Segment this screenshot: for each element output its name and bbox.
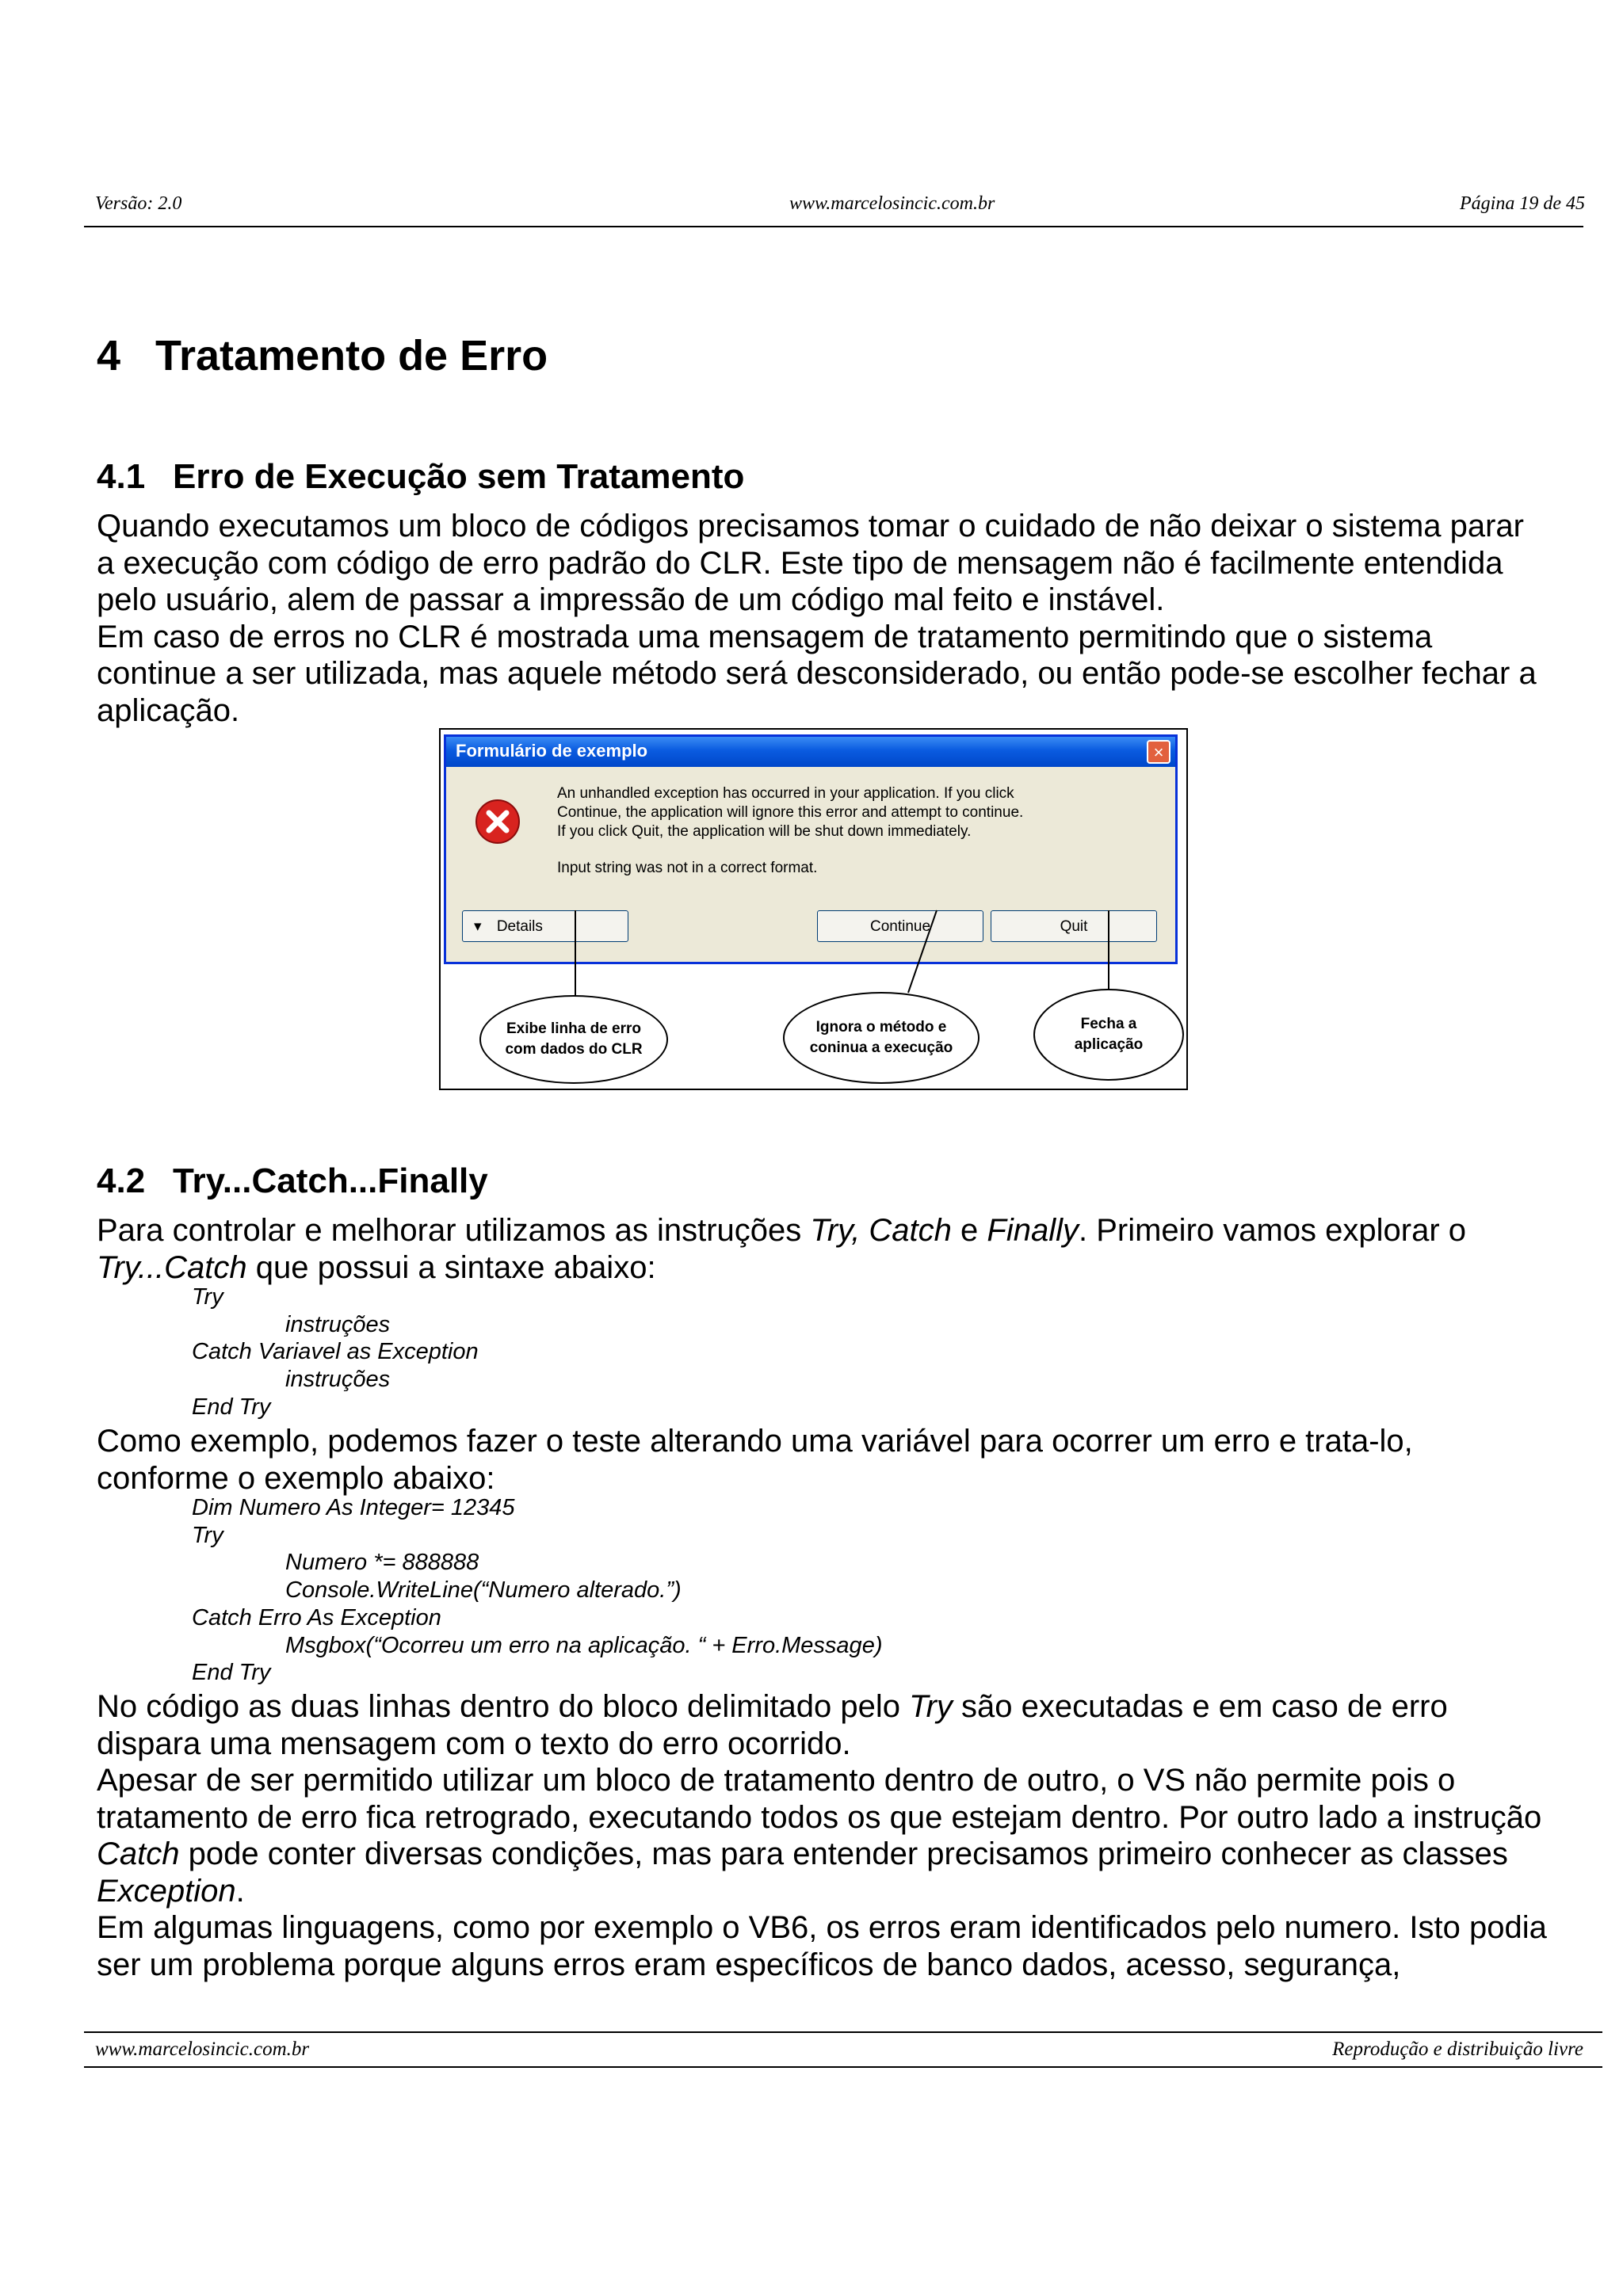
code-line: Console.WriteLine(“Numero alterado.”): [285, 1577, 682, 1604]
section-4-2-example: [97, 1423, 1547, 1497]
section-number: 4: [97, 332, 121, 379]
code-line: Try: [192, 1522, 223, 1548]
paragraph: Em caso de erros no CLR é mostrada uma mensagem de tratamento permitindo que o sistema continue a ser utilizada, mas aquele método será desconsiderado, ou então pode-se escolher fechar a aplicação.: [97, 619, 1537, 728]
code-line: Catch Variavel as Exception: [192, 1339, 479, 1365]
header-site: www.marcelosincic.com.br: [789, 193, 995, 214]
code-block-example: [192, 1494, 882, 1687]
code-line: Dim Numero As Integer= 12345: [192, 1495, 515, 1520]
code-line: Msgbox(“Ocorreu um erro na aplicação. “ + Erro.Message): [285, 1632, 883, 1658]
section-4-1-body: [97, 508, 1547, 729]
code-line: Numero *= 888888: [285, 1550, 479, 1576]
code-line: Catch Erro As Exception: [192, 1604, 441, 1630]
message-line: If you click Quit, the application will be shut down immediately.: [557, 823, 972, 840]
code-line: End Try: [192, 1394, 271, 1420]
section-4-2-intro: [97, 1212, 1547, 1286]
details-label: Details: [496, 918, 543, 935]
section-4-2-body: [97, 1688, 1547, 1983]
code-line: Try: [192, 1284, 223, 1310]
section-title: Try...Catch...Finally: [173, 1161, 488, 1200]
footer-license: Reprodução e distribuição livre: [1332, 2039, 1583, 2060]
message-line: Continue, the application will ignore this error and attempt to continue.: [557, 804, 1024, 821]
footer-site: www.marcelosincic.com.br: [95, 2039, 310, 2060]
exception-detail: Input string was not in a correct format.: [557, 860, 818, 876]
section-title: Tratamento de Erro: [155, 332, 548, 379]
paragraph: Para controlar e melhorar utilizamos as instruções Try, Catch e Finally. Primeiro vamos explorar o Try...Catch que possui a sintaxe abaixo:: [97, 1213, 1467, 1285]
section-title: Erro de Execução sem Tratamento: [173, 457, 745, 496]
callout-continue: Ignora o método e coninua a execução: [783, 992, 980, 1084]
paragraph: No código as duas linhas dentro do bloco delimitado pelo Try são executadas e em caso de erro dispara uma mensagem com o texto do erro ocorrido.: [97, 1689, 1448, 1761]
paragraph: Como exemplo, podemos fazer o teste alterando uma variável para ocorrer um erro e trata-lo, conforme o exemplo abaixo:: [97, 1424, 1413, 1496]
header-page-number: Página 19 de 45: [1460, 193, 1585, 214]
error-dialog-figure: [439, 728, 1188, 1090]
chevron-down-icon: ▾: [474, 918, 482, 935]
footer-rule-bottom: [84, 2066, 1602, 2068]
callout-quit: Fecha a aplicação: [1033, 989, 1184, 1081]
dialog-title: Formulário de exemplo: [456, 741, 648, 761]
paragraph: Quando executamos um bloco de códigos precisamos tomar o cuidado de não deixar o sistema parar a execução com código de erro padrão do CLR. Este tipo de mensagem não é facilmente entendida pelo usuário, alem de passar a impressão de um código mal feito e instável.: [97, 509, 1524, 617]
section-heading-4: [97, 331, 548, 380]
code-line: instruções: [285, 1311, 391, 1337]
paragraph: Apesar de ser permitido utilizar um bloco de tratamento dentro de outro, o VS não permite pois o tratamento de erro fica retrogrado, executando todos os que estejam dentro. Por outro lado a instrução Catch pode conter diversas condições, mas para entender precisamos primeiro conhecer as classes Exception.: [97, 1763, 1542, 1909]
callout-details: Exibe linha de erro com dados do CLR: [479, 995, 668, 1084]
paragraph: Em algumas linguagens, como por exemplo o VB6, os erros eram identificados pelo numero. Isto podia ser um problema porque alguns erros eram específicos de banco dados, acesso, segurança,: [97, 1910, 1547, 1982]
quit-label: Quit: [1060, 918, 1088, 935]
section-heading-4-1: [97, 457, 744, 497]
header-rule: [84, 226, 1583, 227]
message-line: An unhandled exception has occurred in your application. If you click: [557, 785, 1014, 802]
code-line: End Try: [192, 1660, 271, 1686]
code-block-syntax: [192, 1283, 479, 1421]
section-number: 4.1: [97, 457, 146, 496]
section-heading-4-2: [97, 1161, 488, 1201]
section-number: 4.2: [97, 1161, 146, 1200]
footer-rule-top: [84, 2031, 1602, 2033]
close-button[interactable]: ×: [1147, 740, 1170, 764]
code-line: instruções: [285, 1367, 391, 1393]
continue-label: Continue: [869, 918, 931, 935]
header-version: Versão: 2.0: [95, 193, 182, 214]
